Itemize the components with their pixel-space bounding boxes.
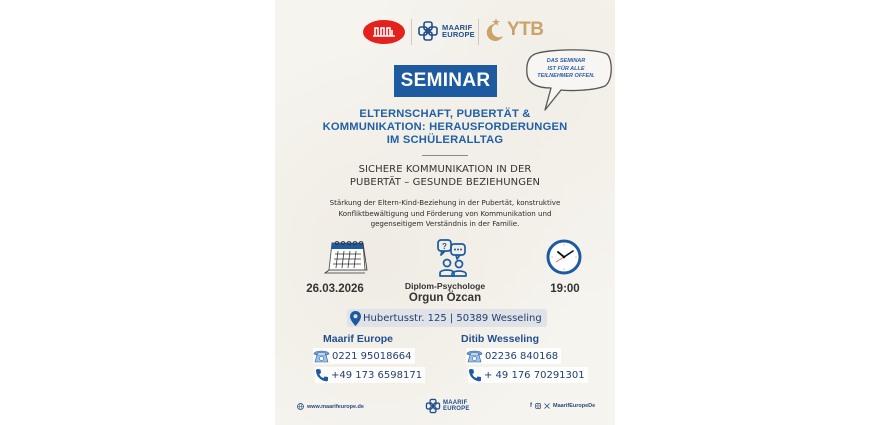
telephone-icon	[466, 349, 483, 363]
bubble-line: DAS SEMINAR	[546, 58, 586, 64]
footer-logo-line1: MAARIF	[443, 399, 468, 406]
x-twitter-icon[interactable]	[544, 403, 550, 409]
contact-org-ditib: Ditib Wesseling	[461, 333, 539, 345]
address-text: Hubertusstr. 125 | 50389 Wesseling	[363, 312, 542, 324]
footer-social	[530, 403, 595, 409]
speech-bubble-text	[527, 58, 605, 81]
maarif-logo-line2: EUROPE	[442, 30, 475, 39]
maarif-emblem-icon	[417, 20, 439, 42]
description-line: gegenseitigem Verständnis in der Familie.	[370, 219, 520, 228]
social-handle: MaarifEuropeDe	[553, 403, 596, 409]
title-line: KOMMUNIKATION: HERAUSFORDERUNGEN	[322, 121, 568, 133]
subtitle-line: PUBERTÄT – GESUNDE BEZIEHUNGEN	[349, 177, 541, 188]
divider	[422, 155, 468, 156]
ditib-logo	[363, 20, 405, 44]
maarif-europe-logo	[417, 20, 475, 42]
seminar-poster	[275, 0, 615, 425]
bubble-line: IST FÜR ALLE	[547, 65, 585, 72]
event-time: 19:00	[550, 283, 580, 295]
phone-handset-icon	[315, 368, 329, 382]
maarif-emblem-icon	[425, 398, 441, 414]
logo-divider	[411, 19, 412, 45]
phone-handset-icon	[468, 368, 482, 382]
contact-landline	[313, 348, 415, 364]
location-pin-icon	[350, 311, 361, 326]
contact-mobile	[315, 367, 425, 383]
seminar-badge: SEMINAR	[394, 65, 497, 97]
seminar-description	[285, 198, 605, 230]
contact-landline	[466, 348, 561, 364]
footer-website	[297, 403, 364, 410]
facebook-icon[interactable]: f	[530, 403, 532, 409]
telephone-icon	[313, 349, 330, 363]
seminar-title	[295, 108, 595, 147]
mobile-number: + 49 176 70291301	[484, 369, 585, 381]
discussion-people-icon	[435, 238, 475, 278]
speaker-name: Orgun Özcan	[408, 292, 482, 304]
globe-icon	[297, 403, 304, 410]
footer-maarif-logo	[425, 398, 470, 414]
crescent-star-icon	[485, 17, 505, 43]
bubble-line: TEILNEHMER OFFEN.	[537, 73, 595, 79]
description-line: Konfliktbewältigung und Förderung von Kommunikation und	[338, 208, 552, 218]
calendar-icon	[323, 240, 369, 276]
landline-number: 02236 840168	[485, 350, 559, 362]
contact-org-maarif: Maarif Europe	[323, 333, 394, 345]
mobile-number: +49 173 6598171	[331, 369, 423, 381]
speaker-role: Diplom-Psychologe	[404, 281, 486, 291]
title-line: IM SCHÜLERALLTAG	[386, 134, 504, 146]
event-address	[347, 309, 547, 327]
description-line: Stärkung der Eltern-Kind-Beziehung in der Pubertät, konstruktive	[329, 198, 561, 207]
clock-icon	[545, 238, 583, 276]
footer-logo-line2: EUROPE	[443, 406, 470, 412]
seminar-subtitle	[295, 163, 595, 189]
instagram-icon[interactable]	[535, 403, 541, 409]
website-link[interactable]: www.maarifeurope.de	[307, 403, 364, 410]
event-date: 26.03.2026	[306, 283, 364, 295]
logo-bar	[275, 17, 615, 47]
ytb-logo	[485, 17, 544, 43]
maarif-logo-line1: MAARIF	[442, 22, 473, 32]
title-line: ELTERNSCHAFT, PUBERTÄT &	[359, 108, 531, 120]
subtitle-line: SICHERE KOMMUNIKATION IN DER	[358, 164, 532, 175]
svg-text:?: ?	[442, 242, 447, 251]
contact-mobile	[468, 367, 588, 383]
landline-number: 0221 95018664	[332, 350, 412, 362]
ytb-label: YTB	[507, 19, 544, 40]
logo-divider	[478, 19, 479, 45]
